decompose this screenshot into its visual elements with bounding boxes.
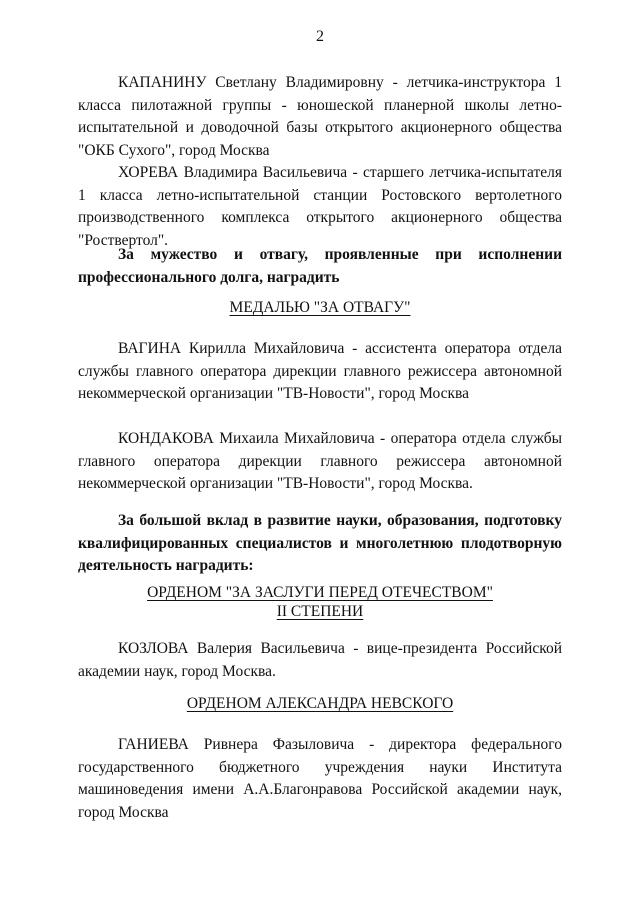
award-reason-science: За большой вклад в развитие науки, образования, подготовку квалифицированных специалистов и многолетнюю плодотворную деятельность наградить:	[78, 512, 562, 574]
award-entry-kapanina: КАПАНИНУ Светлану Владимировну - летчика-инструктора 1 класса пилотажной группы - юношеской планерной школы летно-испытательной и доводочной базы открытого акционерного общества "ОКБ Сухого", город Москва	[78, 74, 562, 159]
award-entry-kondakov: КОНДАКОВА Михаила Михайловича - оператора отдела службы главного оператора дирекции главного режиссера автономной некоммерческой организации "ТВ-Новости", город Москва.	[78, 430, 562, 492]
award-entry-khorev: ХОРЕВА Владимира Васильевича - старшего летчика-испытателя 1 класса летно-испытательной станции Ростовского вертолетного производственного комплекса открытого акционерного общества "Роствертол".	[78, 164, 562, 249]
award-title-order-merit: ОРДЕНОМ "ЗА ЗАСЛУГИ ПЕРЕД ОТЕЧЕСТВОМ"	[147, 584, 493, 601]
award-entry-kozlov: КОЗЛОВА Валерия Васильевича - вице-президента Российской академии наук, город Москва.	[78, 640, 562, 680]
award-title-order-nevsky: ОРДЕНОМ АЛЕКСАНДРА НЕВСКОГО	[186, 695, 454, 712]
award-reason-courage: За мужество и отвагу, проявленные при исполнении профессионального долга, наградить	[78, 246, 562, 286]
award-entry-ganiev: ГАНИЕВА Ривнера Фазыловича - директора федерального государственного бюджетного учреждения науки Института машиноведения имени А.А.Благонравова Российской академии наук, город Москва	[78, 736, 562, 821]
page-number: 2	[316, 28, 324, 45]
award-entry-vagin: ВАГИНА Кирилла Михайловича - ассистента оператора отдела службы главного оператора дирекции главного режиссера автономной некоммерческой организации "ТВ-Новости", город Москва	[78, 340, 562, 402]
award-title-medal-courage: МЕДАЛЬЮ "ЗА ОТВАГУ"	[229, 299, 411, 316]
award-title-order-merit-degree: II СТЕПЕНИ	[276, 603, 364, 620]
